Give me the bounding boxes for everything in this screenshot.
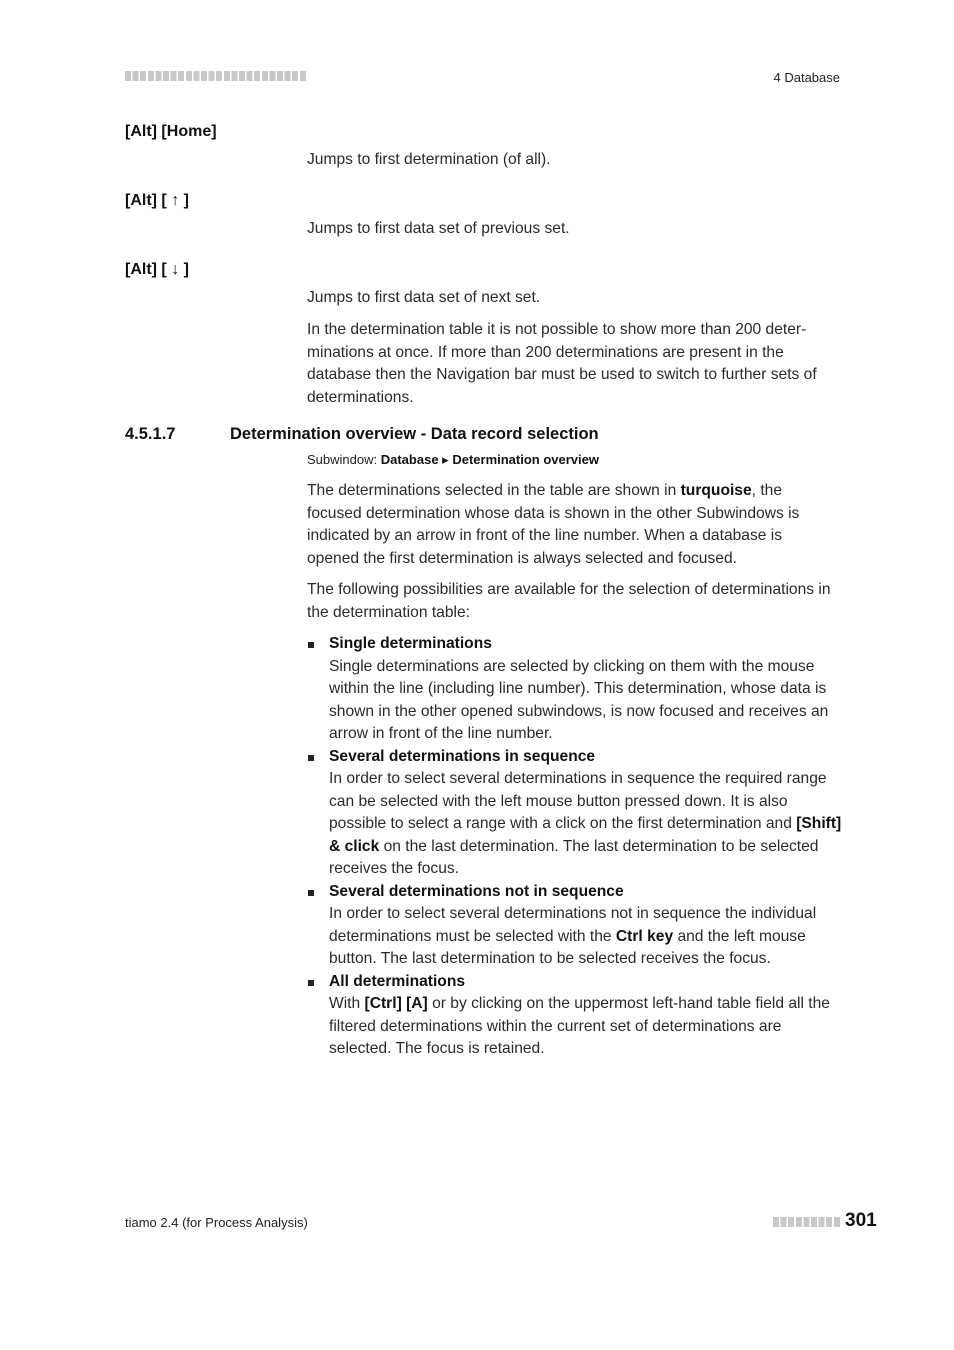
bullet-text-a: In order to select several determinations not in sequence the individual determinations must be selected with the <box>329 905 817 945</box>
intro-paragraph: In the determination table it is not possible to show more than 200 deter-minations at once. If more than 200 determinations are present in the database then the Navigation bar must be used to switch to further sets of determinations. <box>307 321 817 406</box>
bullet-square-icon <box>308 755 314 761</box>
subwindow-path <box>307 452 599 468</box>
section-heading <box>125 425 599 444</box>
shortcut-key-alt-up: [Alt] [ ↑ ] <box>125 192 189 209</box>
para1-part-c: , the focused determination whose data is shown in the other Subwindows is indicated by an arrow in front of the line number. When a database is opened the first determination is always selected and focused. <box>307 482 800 567</box>
subwindow-path-overview: Determination overview <box>452 452 599 467</box>
list-item <box>307 633 847 746</box>
bullet-title: Several determinations not in sequence <box>329 882 624 900</box>
chapter-title: 4 Database <box>773 70 840 85</box>
bullet-text-c: or by clicking on the uppermost left-hand table field all the filtered determinations within the current set of determinations are selected. The focus is retained. <box>329 995 830 1057</box>
ctrl-a-term: [Ctrl] [A] <box>364 995 428 1012</box>
selection-options-list <box>307 633 847 1061</box>
shortcut-key-alt-down: [Alt] [ ↓ ] <box>125 261 189 278</box>
path-arrow-icon: ▸ <box>442 452 449 467</box>
bullet-title: Single determinations <box>329 635 492 652</box>
ctrl-key-term: Ctrl key <box>615 927 674 945</box>
bullet-text <box>329 903 847 971</box>
page-number: 301 <box>845 1210 877 1231</box>
list-item <box>307 881 847 971</box>
list-item <box>307 971 847 1061</box>
bullet-square-icon <box>308 890 314 896</box>
subwindow-label: Subwindow: <box>307 452 378 467</box>
section-title: Determination overview - Data record selection <box>230 425 599 443</box>
shortcut-desc-alt-up: Jumps to first data set of previous set. <box>307 220 570 237</box>
bullet-title: Several determinations in sequence <box>329 747 596 765</box>
bullet-square-icon <box>308 642 314 648</box>
bullet-title: All determinations <box>329 972 466 990</box>
shortcut-desc-alt-down: Jumps to first data set of next set. <box>307 289 541 306</box>
bullet-text-c: and the left mouse button. The last determination to be selected receives the focus. <box>329 927 806 967</box>
section-number: 4.5.1.7 <box>125 425 176 443</box>
para1-part-a: The determinations selected in the table are shown in <box>307 482 681 499</box>
possibilities-paragraph: The following possibilities are available for the selection of determinations in the determination table: <box>307 581 831 621</box>
selection-paragraph <box>307 480 837 570</box>
footer-decoration <box>773 1217 840 1227</box>
bullet-text-c: on the last determination. The last determination to be selected receives the focus. <box>329 837 819 877</box>
shortcut-key-alt-home: [Alt] [Home] <box>125 123 217 140</box>
bullet-text: Single determinations are selected by clicking on them with the mouse within the line (including line number). This determination, whose data is shown in the other opened subwindows, is now focused and receives an arrow in front of the line number. <box>329 657 829 742</box>
header-decoration <box>125 71 307 81</box>
turquoise-term: turquoise <box>680 482 752 499</box>
bullet-text-a: With <box>329 995 365 1012</box>
bullet-text <box>329 768 847 881</box>
list-item <box>307 746 847 881</box>
footer-product: tiamo 2.4 (for Process Analysis) <box>125 1215 308 1230</box>
shortcut-desc-alt-home: Jumps to first determination (of all). <box>307 151 551 168</box>
subwindow-path-database: Database <box>380 452 439 467</box>
shift-click-term: [Shift] & click <box>329 815 842 855</box>
bullet-text <box>329 993 847 1061</box>
bullet-text-a: In order to select several determinations in sequence the required range can be selected with the left mouse button pressed down. It is also possible to select a range with a click on the first determination and <box>329 770 827 832</box>
bullet-square-icon <box>308 980 314 986</box>
